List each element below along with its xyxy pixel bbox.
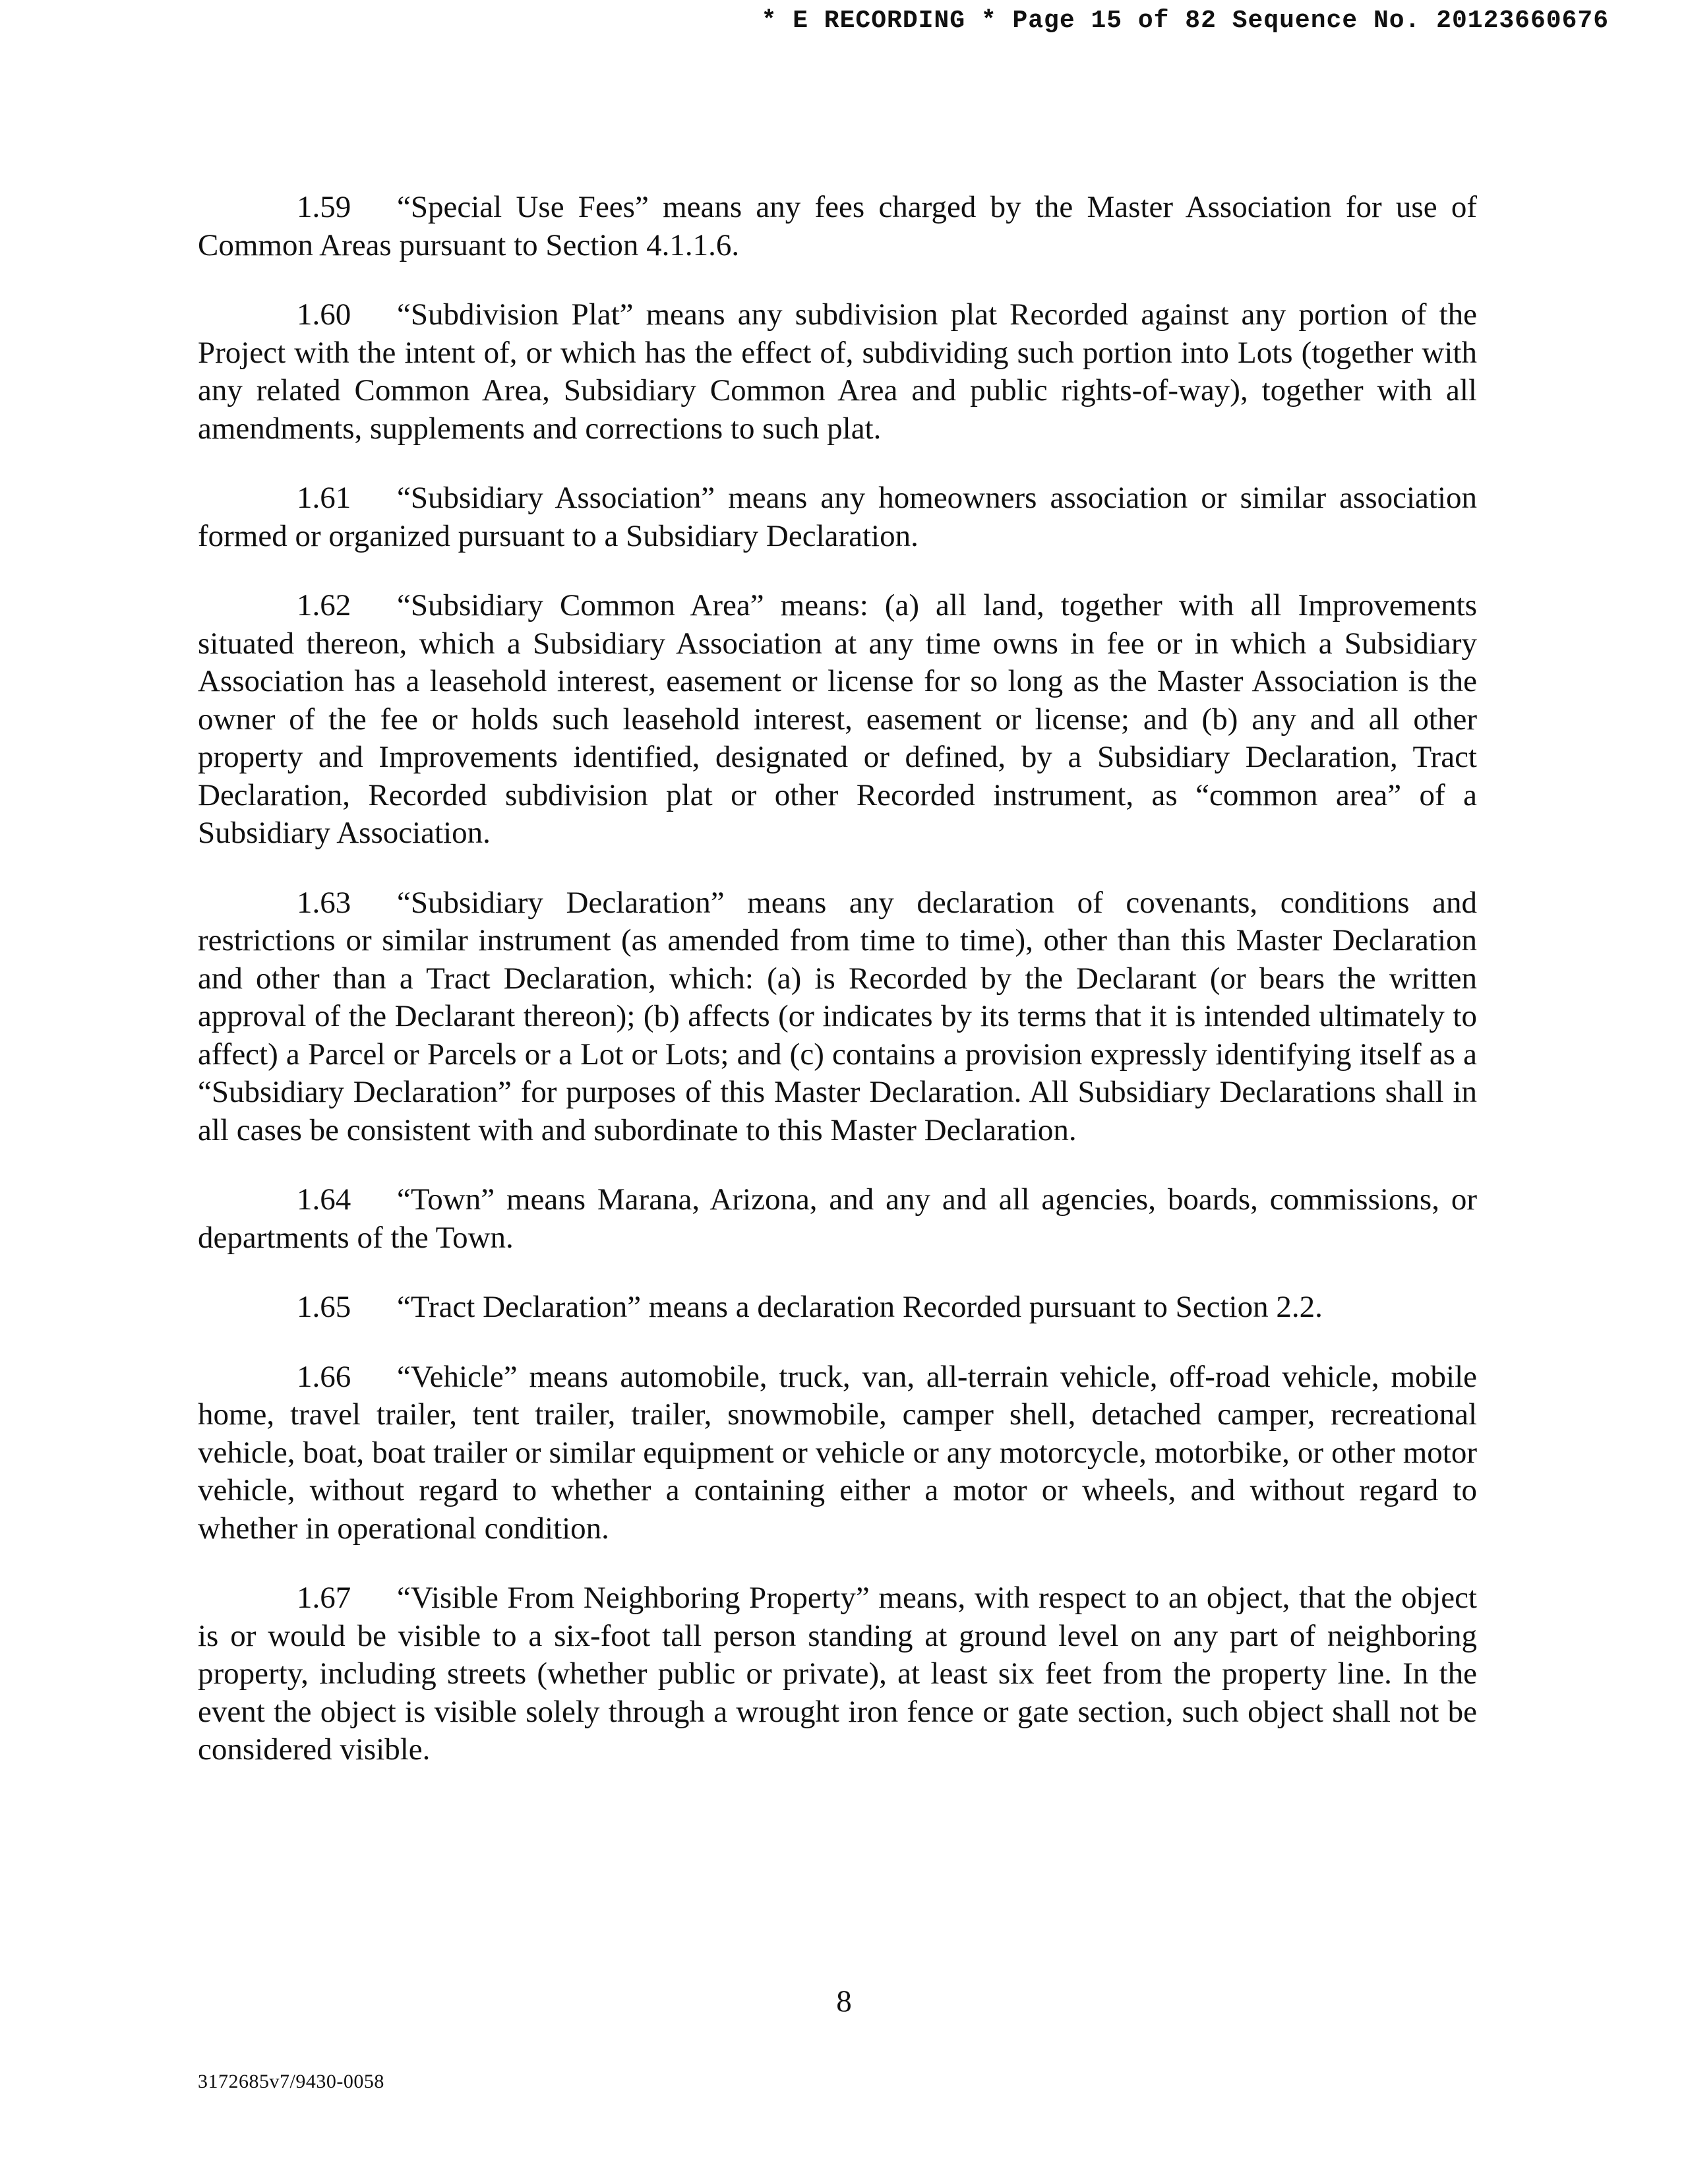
section-text: “Tract Declaration” means a declaration Recorded pursuant to Section 2.2. xyxy=(397,1290,1323,1324)
section-text: “Visible From Neighboring Property” means, with respect to an object, that the object is or would be visible to a six-foot tall person standing at ground level on any part of neighboring property, including streets (whether public or private), at least six feet from the property line. In the event the object is visible solely through a wrought iron fence or gate section, such object shall not be considered visible. xyxy=(198,1581,1477,1767)
section-1-66 xyxy=(198,1358,1477,1548)
section-text: “Subsidiary Common Area” means: (a) all land, together with all Improvements situated thereon, which a Subsidiary Association at any time owns in fee or in which a Subsidiary Association has a leasehold interest, easement or license for so long as the Master Association is the owner of the fee or holds such leasehold interest, easement or license; and (b) any and all other property and Improvements identified, designated or defined, by a Subsidiary Declaration, Tract Declaration, Recorded subdivision plat or other Recorded instrument, as “common area” of a Subsidiary Association. xyxy=(198,588,1477,850)
recording-header: * E RECORDING * Page 15 of 82 Sequence No. 20123660676 xyxy=(761,7,1609,35)
section-text: “Special Use Fees” means any fees charged by the Master Association for use of Common Areas pursuant to Section 4.1.1.6. xyxy=(198,190,1477,262)
section-1-60 xyxy=(198,296,1477,448)
section-1-62 xyxy=(198,587,1477,853)
section-number: 1.60 xyxy=(297,297,351,332)
section-text: “Town” means Marana, Arizona, and any and all agencies, boards, commissions, or departments of the Town. xyxy=(198,1182,1477,1255)
section-text: “Subdivision Plat” means any subdivision plat Recorded against any portion of the Project with the intent of, or which has the effect of, subdividing such portion into Lots (together with any related Common Area, Subsidiary Common Area and public rights-of-way), together with all amendments, supplements and corrections to such plat. xyxy=(198,297,1477,446)
section-text: “Vehicle” means automobile, truck, van, all-terrain vehicle, off-road vehicle, mobile home, travel trailer, tent trailer, trailer, snowmobile, camper shell, detached camper, recreational vehicle, boat, boat trailer or similar equipment or vehicle or any motorcycle, motorbike, or other motor vehicle, without regard to whether a containing either a motor or wheels, and without regard to whether in operational condition. xyxy=(198,1359,1477,1546)
section-number: 1.67 xyxy=(297,1581,351,1615)
section-number: 1.61 xyxy=(297,481,351,515)
section-number: 1.66 xyxy=(297,1359,351,1394)
section-1-67 xyxy=(198,1579,1477,1769)
section-1-63 xyxy=(198,884,1477,1150)
document-body xyxy=(198,189,1477,1801)
section-1-61 xyxy=(198,479,1477,555)
section-1-64 xyxy=(198,1181,1477,1257)
section-number: 1.62 xyxy=(297,588,351,622)
section-text: “Subsidiary Declaration” means any declaration of covenants, conditions and restrictions or similar instrument (as amended from time to time), other than this Master Declaration and other than a Tract Declaration, which: (a) is Recorded by the Declarant (or bears the written approval of the Declarant thereon); (b) affects (or indicates by its terms that it is intended ultimately to affect) a Parcel or Parcels or a Lot or Lots; and (c) contains a provision expressly identifying itself as a “Subsidiary Declaration” for purposes of this Master Declaration. All Subsidiary Declarations shall in all cases be consistent with and subordinate to this Master Declaration. xyxy=(198,885,1477,1147)
section-1-65 xyxy=(198,1289,1477,1327)
page-number: 8 xyxy=(836,1984,852,2018)
section-number: 1.59 xyxy=(297,190,351,224)
section-text: “Subsidiary Association” means any homeowners association or similar association formed or organized pursuant to a Subsidiary Declaration. xyxy=(198,481,1477,553)
document-id: 3172685v7/9430-0058 xyxy=(198,2071,384,2092)
section-number: 1.65 xyxy=(297,1290,351,1324)
section-1-59 xyxy=(198,189,1477,264)
section-number: 1.64 xyxy=(297,1182,351,1217)
section-number: 1.63 xyxy=(297,885,351,920)
